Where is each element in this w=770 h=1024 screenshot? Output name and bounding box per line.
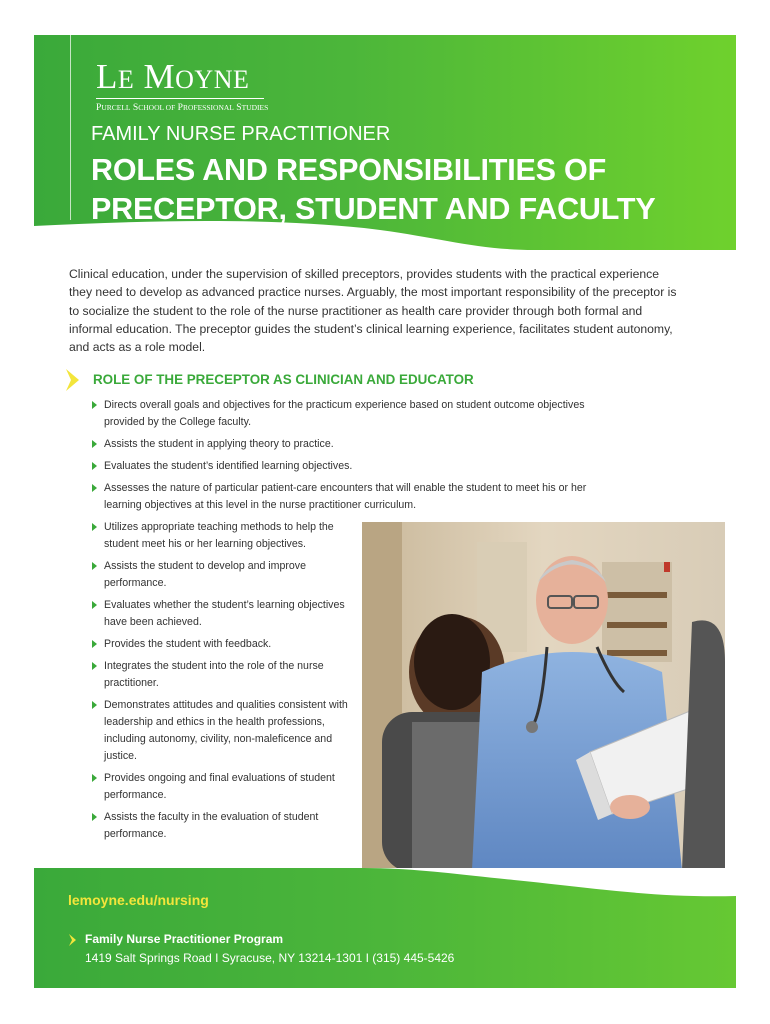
clinic-photo [362,522,725,870]
title-line-2: PRECEPTOR, STUDENT AND FACULTY [91,192,656,226]
logo-subtitle: PURCELL SCHOOL OF PROFESSIONAL STUDIES [96,102,269,113]
bullet-triangle-icon [92,562,97,570]
list-item-text: Integrates the student into the role of the nurse practitioner. [104,660,324,689]
header-banner [34,35,736,250]
list-item-text: Provides ongoing and final evaluations of student performance. [104,772,335,801]
footer-address: 1419 Salt Springs Road I Syracuse, NY 13214-1301 I (315) 445-5426 [85,951,455,965]
list-item-text: Utilizes appropriate teaching methods to help the student meet his or her learning objectives. [104,521,334,550]
list-item-text: Evaluates whether the student’s learning objectives have been achieved. [104,599,345,628]
list-item [91,519,349,553]
bullet-triangle-icon [92,701,97,709]
bullet-triangle-icon [92,440,97,448]
footer-program-name: Family Nurse Practitioner Program [85,932,284,946]
website-link[interactable]: lemoyne.edu/nursing [68,892,209,908]
list-item [91,558,349,592]
intro-paragraph: Clinical education, under the supervision of skilled preceptors, provides students with the practical experience they need to develop as advanced practice nurses. Arguably, the most important responsibility of the preceptor is to socialize the student to the role of the nurse practitioner as health care provider through both formal and informal education. The preceptor guides the student’s clinical learning experience, facilitates student autonomy, and acts as a role model. [69,267,677,355]
list-item [91,597,349,631]
list-item-text: Demonstrates attitudes and qualities consistent with leadership and ethics in the health professions, including autonomy, civility, non-maleficence and justice. [104,699,348,762]
footer-banner [34,868,736,988]
list-item [91,480,594,514]
header-wave [34,220,736,250]
section-chevron-icon [64,368,82,392]
bullet-triangle-icon [92,484,97,492]
list-item-text: Assesses the nature of particular patient-care encounters that will enable the student to meet his or her learning objectives at this level in the nurse practitioner curriculum. [104,482,587,511]
bullet-triangle-icon [92,662,97,670]
list-item [91,458,594,475]
list-item [91,809,349,843]
list-item [91,658,349,692]
bullet-triangle-icon [92,640,97,648]
program-label: FAMILY NURSE PRACTITIONER [91,123,391,145]
list-item [91,397,594,431]
bullet-triangle-icon [92,774,97,782]
bullet-triangle-icon [92,462,97,470]
list-item [91,697,349,765]
page-title [91,151,731,229]
list-item-text: Assists the student in applying theory to practice. [104,438,334,450]
photo-illustration [362,522,725,870]
list-item [91,436,594,453]
list-item-text: Directs overall goals and objectives for the practicum experience based on student outcome objectives provided by the College faculty. [104,399,585,428]
title-line-1: ROLES AND RESPONSIBILITIES OF [91,153,607,187]
list-item-text: Provides the student with feedback. [104,638,272,650]
section-heading: ROLE OF THE PRECEPTOR AS CLINICIAN AND EDUCATOR [93,372,474,387]
list-item [91,636,349,653]
logo-rule [96,98,264,99]
bullet-triangle-icon [92,523,97,531]
header-divider [70,35,71,220]
bullet-triangle-icon [92,601,97,609]
footer-chevron-icon [68,934,78,946]
list-item-text: Assists the student to develop and improve performance. [104,560,306,589]
logo-wordmark: LE MOYNE [96,57,250,96]
list-item-text: Evaluates the student’s identified learning objectives. [104,460,353,472]
bullet-triangle-icon [92,813,97,821]
bullet-triangle-icon [92,401,97,409]
list-item-text: Assists the faculty in the evaluation of student performance. [104,811,319,840]
list-item [91,770,349,804]
